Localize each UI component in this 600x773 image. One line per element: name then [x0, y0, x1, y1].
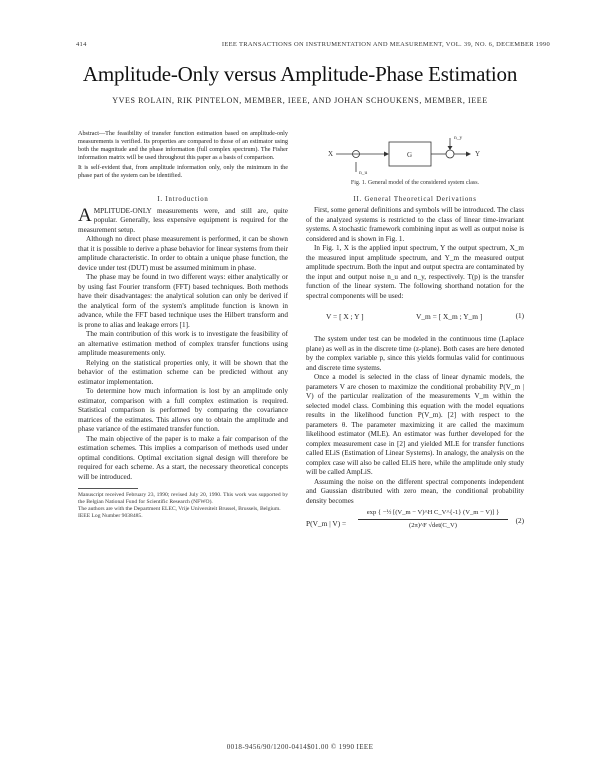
label-input-noise: n_u	[359, 170, 368, 176]
intro-paragraph-3: The phase may be found in two different ways: either analytically or by using fast Fourier transform (FFT) based techniques. Both methods have their disadvantages: the analytical solution can only be derived if the analytical form of the system's amplitude function is known in advance, while the FFT based technique uses the Hilbert transform and is prone to alias and leakage errors [1].	[78, 273, 288, 329]
system-block-diagram	[306, 130, 524, 178]
author-line: YVES ROLAIN, RIK PINTELON, MEMBER, IEEE, AND JOHAN SCHOUKENS, MEMBER, IEEE	[112, 96, 488, 105]
intro-paragraph-1	[78, 204, 288, 236]
input-arrowhead	[384, 152, 389, 157]
equation-2-fraction-bar	[358, 519, 508, 520]
section-heading-derivations: II. General Theoretical Derivations	[353, 196, 477, 203]
page-number: 414	[76, 41, 87, 48]
intro-paragraph-1-text: MPLITUDE-ONLY measurements were, and still are, quite popular. Generally, less expensive equipment is required for the measurement setup.	[78, 206, 288, 234]
equation-2-number: (2)	[515, 517, 524, 525]
output-arrowhead	[466, 152, 471, 157]
footnote-rule	[78, 488, 138, 489]
label-input: X	[328, 150, 334, 158]
footnote-manuscript: Manuscript received February 23, 1990; revised July 20, 1990. This work was supported by the Belgian National Fund for Scientific Research (NFWO).	[78, 492, 288, 506]
journal-running-title: IEEE TRANSACTIONS ON INSTRUMENTATION AND MEASUREMENT, VOL. 39, NO. 6, DECEMBER 1990	[221, 41, 550, 48]
intro-paragraph-4: The main contribution of this work is to investigate the feasibility of an alternative estimation method of complex transfer functions using amplitude measurements only.	[78, 330, 288, 358]
figure-1-diagram	[306, 130, 524, 178]
label-output: Y	[475, 150, 481, 158]
equation-2-denominator: (2π)^F √det(C_V)	[409, 522, 457, 529]
intro-paragraph-5: Relying on the statistical properties only, it will be shown that the behavior of the estimation scheme can be predicted without any estimator implementation.	[78, 358, 288, 386]
equation-1-number: (1)	[515, 312, 524, 320]
right-column	[306, 130, 524, 539]
equation-1-rhs: V_m = [ X_m ; Y_m ]	[416, 312, 483, 321]
equation-1	[306, 304, 524, 332]
equation-2-lhs: P(V_m | V) =	[306, 519, 347, 528]
left-column	[78, 130, 288, 520]
equation-2-numerator: exp { −½ [(V_m − V)^H C_V^{-1} (V_m − V)] }	[366, 509, 500, 516]
running-head	[76, 41, 550, 51]
derivations-paragraph-3: The system under test can be modeled in the continuous time (Laplace plane) as well as in the discrete time (z-plane). Both cases are here denoted by the complex variable p, since this yields formulas valid for continuous and discrete time systems.	[306, 335, 524, 372]
footnote-log-number: IEEE Log Number 9038485.	[78, 513, 143, 520]
derivations-paragraph-1: First, some general definitions and symbols will be introduced. The class of the analyzed systems is restricted to the class of linear time-invariant systems. A stochastic framework combining input as well as output noise is considered and is shown in Fig. 1.	[306, 206, 524, 243]
intro-paragraph-6: To determine how much information is lost by an amplitude only estimator, comparison with a full complex estimation is required. Statistical comparison is performed by comparing the covariance matrices of the estimates. This allows one to obtain the amplitude and phase variance of the estimated transfer function.	[78, 387, 288, 434]
summing-junction	[446, 150, 454, 158]
section-heading-introduction: I. Introduction	[157, 195, 209, 203]
noise-arrowhead	[448, 146, 453, 150]
footnote-affiliation: The authors are with the Department ELEC, Vrije Universiteit Brussel, Brussels, Belgium.	[78, 506, 281, 513]
label-output-noise: n_y	[454, 135, 463, 141]
derivations-paragraph-4: Once a model is selected in the class of linear dynamic models, the parameters V are chosen to maximize the conditional probability P(V_m | V) of the particular realization of the measurements V_m within the selected model class. Combining this equation with the model equations results in the likelihood function P(V_m). [2] with respect to the parameters θ. The parameter maximizing it are called the maximum likelihood estimator (MLE). An estimator was further developed for the complex measurement case in [2] and yielded MLE for transfer functions called ELiS (Estimation of Linear Systems). In analogy, the analysis on the complex case will also be called ELiS here, while the amplitude only study will be called AmpLiS.	[306, 373, 524, 476]
label-block: G	[407, 151, 413, 159]
figure-1-caption: Fig. 1. General model of the considered system class.	[350, 180, 480, 186]
intro-paragraph-7: The main objective of the paper is to make a fair comparison of the estimation schemes. This implies a comparison of methods used under optimal conditions. Optimal excitation signal design will therefore be required for each scheme. As a start, the necessary theoretical concepts will be introduced.	[78, 434, 288, 481]
abstract-continued: It is self-evident that, from amplitude information only, only the minimum in the phase part of the system can be identified.	[78, 164, 288, 180]
drop-cap: A	[78, 204, 92, 226]
derivations-paragraph-5: Assuming the noise on the different spectral components independent and Gaussian distributed with zero mean, the conditional probability density becomes	[306, 477, 524, 505]
abstract: Abstract—The feasibility of transfer function estimation based on amplitude-only measurements is verified. Its properties are compared to those of an estimator using both the magnitude and the phase information (full complex spectrum). The Fisher information matrix will be used throughout this paper as a basis of comparison.	[78, 130, 288, 162]
equation-1-lhs: V = [ X ; Y ]	[326, 312, 364, 321]
paper-title: Amplitude-Only versus Amplitude-Phase Estimation	[82, 62, 518, 86]
copyright-footer: 0018-9456/90/1200-0414$01.00 © 1990 IEEE	[226, 743, 374, 751]
derivations-paragraph-2: In Fig. 1, X is the applied input spectrum, Y the output spectrum, X_m the measured input amplitude spectrum, and Y_m the measured output amplitude spectrum. Both the input and output spectra are contaminated by the input and output noise n_u and n_y, respectively. T(p) is the transfer function of the linear system. The following shorthand notation for the spectral components will be used:	[306, 244, 524, 300]
equation-2	[306, 509, 524, 539]
intro-paragraph-2: Although no direct phase measurement is performed, it can be shown that it is possible to derive a phase behavior for linear systems from their amplitude characteristic. In order to obtain a unique phase function, the device under test (DUT) must be assumed minimum in phase.	[78, 235, 288, 272]
